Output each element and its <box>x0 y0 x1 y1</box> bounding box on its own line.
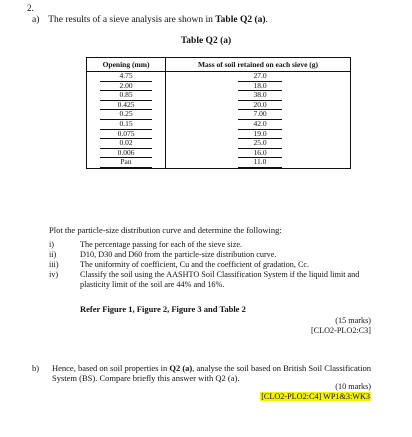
cell-mass <box>166 158 351 168</box>
instruction: Plot the particle-size distribution curve and determine the following: <box>49 225 282 235</box>
item-text: Classify the soil using the AASHTO Soil Classification System if the liquid limit and plasticity limit of the soil are 44% and 16%. <box>80 270 360 289</box>
item-list <box>49 240 369 290</box>
part-b-text-post: , analyse the soil based on British Soil Classification System (BS). Compare briefly this answer with Q2 (a). <box>52 363 371 383</box>
cell-value: 27.0 <box>238 72 282 82</box>
list-item <box>49 250 369 260</box>
clo-part-b-highlight: [CLO2-PLO2:C4] WP1&3:WK3 <box>261 392 370 401</box>
list-item <box>49 270 369 290</box>
cell-value: 0.85 <box>100 91 152 101</box>
cell-value: 25.0 <box>238 139 282 149</box>
part-a-label: a) <box>32 15 40 25</box>
cell-opening <box>87 158 166 168</box>
part-a-text-bold: Table Q2 (a) <box>215 15 266 25</box>
cell-value: Pan <box>100 158 152 168</box>
part-b <box>32 363 372 383</box>
part-b-text-bold: Q2 (a) <box>169 363 193 373</box>
refer-note: Refer Figure 1, Figure 2, Figure 3 and Table 2 <box>80 304 246 314</box>
item-roman: iv) <box>49 270 59 279</box>
clo-part-a: [CLO2-PLO2:C3] <box>310 326 371 335</box>
item-roman: iii) <box>49 260 59 269</box>
cell-value: 0.006 <box>100 149 152 159</box>
cell-value: 4.75 <box>100 72 152 82</box>
table-row <box>87 158 351 168</box>
cell-value: 2.00 <box>100 82 152 92</box>
list-item <box>49 260 369 270</box>
cell-value: 0.425 <box>100 101 152 111</box>
part-b-text <box>52 363 372 383</box>
cell-value: 16.0 <box>238 149 282 159</box>
cell-value: 20.0 <box>238 101 282 111</box>
cell-value: 0.075 <box>100 130 152 140</box>
list-item <box>49 240 369 250</box>
cell-value: 18.0 <box>238 82 282 92</box>
table-header-row <box>87 58 351 72</box>
cell-value: 7.00 <box>238 110 282 120</box>
item-text: The uniformity of coefficient, Cu and the coefficient of gradation, Cc. <box>80 260 310 269</box>
sieve-table-body <box>87 72 351 169</box>
cell-value: 0.15 <box>100 120 152 130</box>
part-a-text-pre: The results of a sieve analysis are shown in <box>48 15 216 25</box>
cell-value: 0.02 <box>100 139 152 149</box>
item-text: The percentage passing for each of the sieve size. <box>80 240 243 249</box>
header-opening: Opening (mm) <box>87 58 166 72</box>
header-mass: Mass of soil retained on each sieve (g) <box>166 58 351 72</box>
cell-value: 19.0 <box>238 130 282 140</box>
sieve-table <box>86 57 351 169</box>
item-roman: ii) <box>49 250 57 259</box>
part-a-text-post: . <box>265 15 268 25</box>
part-b-label: b) <box>32 363 40 373</box>
marks-part-a: (15 marks) <box>335 316 371 325</box>
cell-value: 0.25 <box>100 110 152 120</box>
question-number: 2. <box>27 3 34 13</box>
table-title: Table Q2 (a) <box>180 36 232 46</box>
cell-value: 38.0 <box>238 91 282 101</box>
part-a-intro <box>32 15 268 25</box>
item-roman: i) <box>49 240 55 249</box>
clo-part-b <box>210 392 371 401</box>
item-text: D10, D30 and D60 from the particle-size distribution curve. <box>80 250 277 259</box>
part-b-text-pre: Hence, based on soil properties in <box>52 363 170 373</box>
marks-part-b: (10 marks) <box>335 382 371 391</box>
cell-value: 42.0 <box>238 120 282 130</box>
cell-value: 11.0 <box>238 158 282 168</box>
